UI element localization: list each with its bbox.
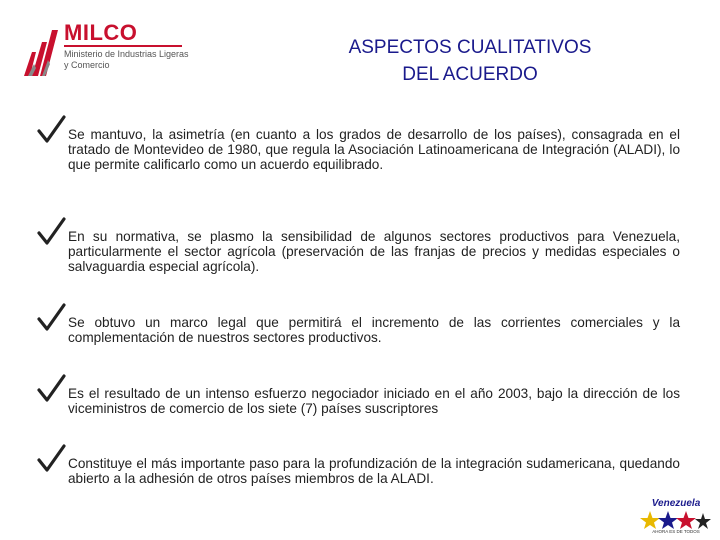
venezuela-logo	[640, 498, 712, 536]
milco-emblem-icon	[22, 22, 62, 78]
logo-subtitle-line-2: y Comercio	[64, 60, 110, 70]
bullet-text: Constituye el más importante paso para la profundización de la integración sudamericana, quedando abierto a la adhesión de otros países miembros de la ALADI.	[68, 456, 680, 486]
bullet-item	[36, 386, 680, 416]
logo-divider	[64, 45, 182, 47]
bullet-text: Es el resultado de un intenso esfuerzo negociador iniciado en el año 2003, bajo la dirección de los viceministros de comercio de los siete (7) países suscriptores	[68, 386, 680, 416]
bullet-item	[36, 456, 680, 486]
bullet-item	[36, 127, 680, 172]
logo-subtitle	[64, 49, 194, 71]
bullet-text: Se obtuvo un marco legal que permitirá el incremento de las corrientes comerciales y la complementación de nuestros sectores productivos.	[68, 315, 680, 345]
checkmark-icon	[36, 444, 66, 474]
venezuela-logo-title: Venezuela	[651, 498, 701, 509]
bullet-item	[36, 315, 680, 345]
checkmark-icon	[36, 374, 66, 404]
stars-icon	[640, 510, 712, 530]
milco-logo	[22, 18, 189, 80]
venezuela-logo-tagline: AHORA ES DE TODOS	[652, 529, 700, 534]
checkmark-icon	[36, 217, 66, 247]
logo-name: MILCO	[64, 20, 138, 45]
logo-subtitle-line-1: Ministerio de Industrias Ligeras	[64, 49, 189, 59]
bullet-item	[36, 229, 680, 274]
title-line-1: ASPECTOS CUALITATIVOS	[348, 37, 592, 58]
bullet-text: Se mantuvo, la asimetría (en cuanto a los grados de desarrollo de los países), consagrada en el tratado de Montevideo de 1980, que regula la Asociación Latinoamericana de Integración (ALADI), lo que permite calificarlo como un acuerdo equilibrado.	[68, 127, 680, 172]
bullet-text: En su normativa, se plasmo la sensibilidad de algunos sectores productivos para Venezuela, particularmente el sector agrícola (preservación de las franjas de precios y medidas especiales o salvaguardia especial agrícola).	[68, 229, 680, 274]
page-title	[300, 34, 640, 88]
checkmark-icon	[36, 115, 66, 145]
checkmark-icon	[36, 303, 66, 333]
title-line-2: DEL ACUERDO	[402, 64, 538, 85]
